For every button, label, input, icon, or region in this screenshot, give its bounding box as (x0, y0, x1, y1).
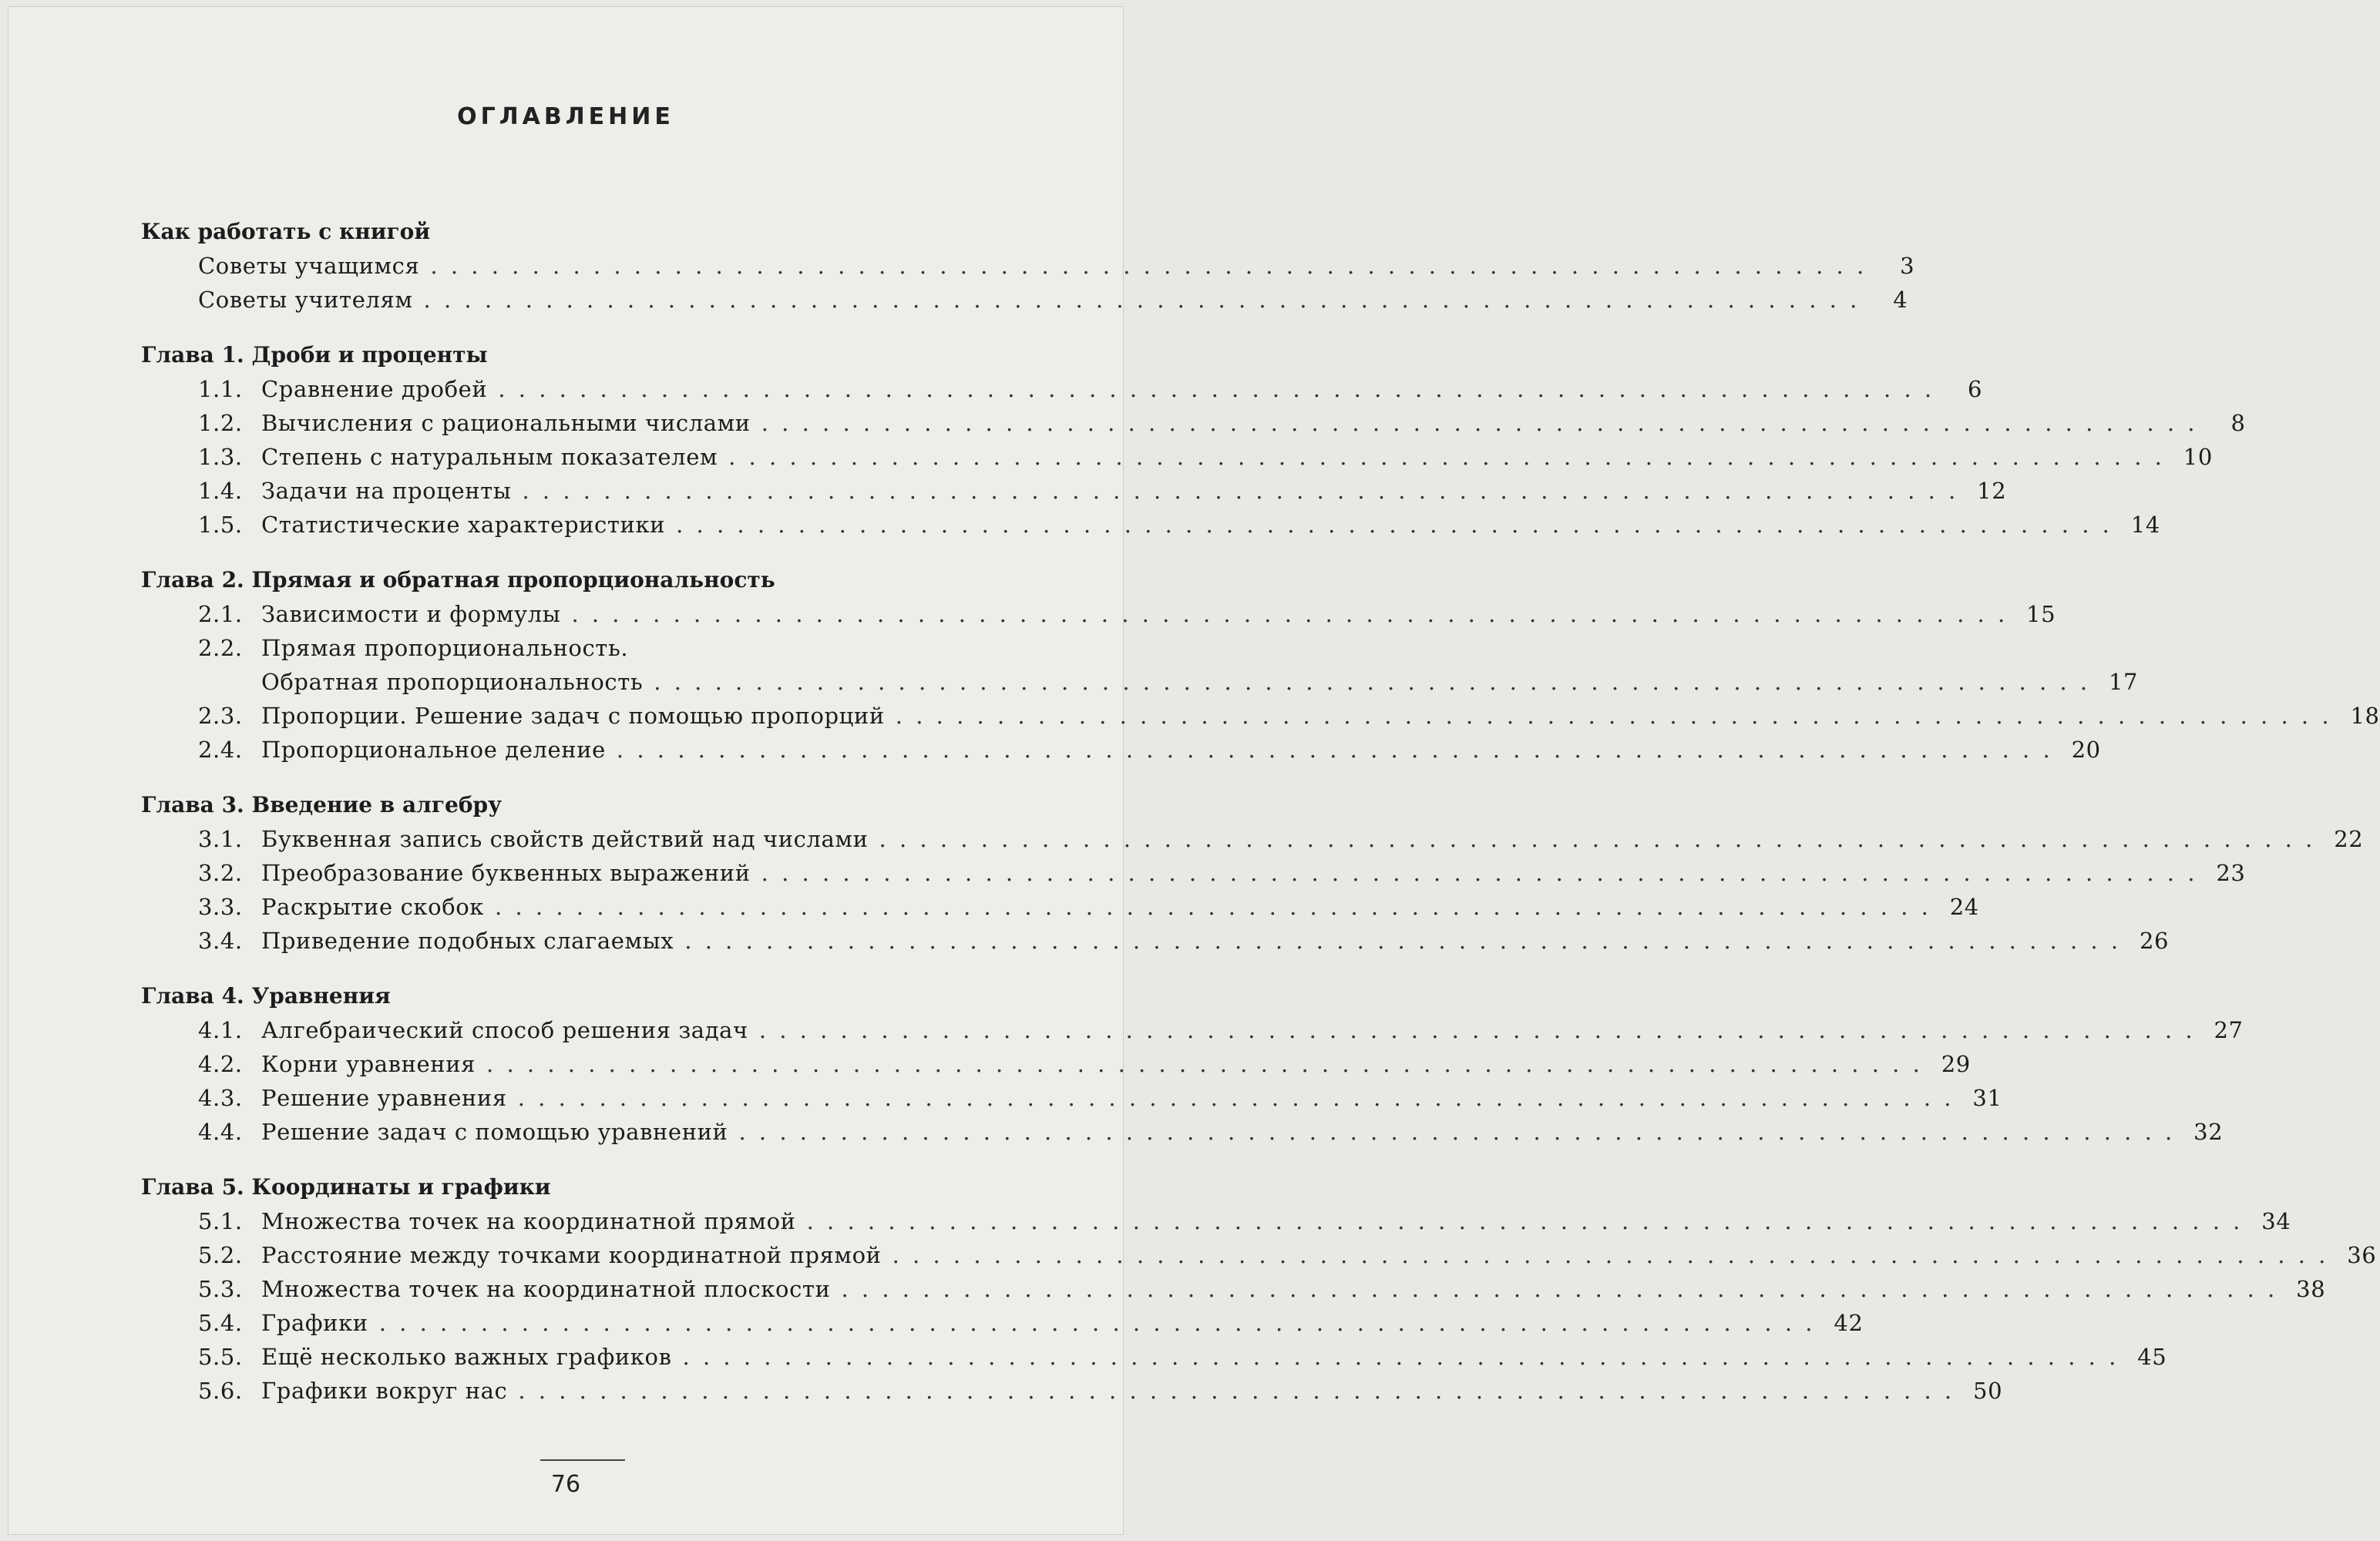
dot-leader: . . . . . . . . . . . . . . . . . . . . . . . . . . . . . . . . . . . . . . . . . . . . . . . . . . . . . . . . . . . . . . . . . . . . . . . (806, 1208, 2244, 1234)
entry-label: Расстояние между точками координатной прямой (261, 1242, 882, 1268)
toc-entry[interactable] (141, 699, 2380, 733)
entry-page-number: 36 (2347, 1242, 2377, 1268)
dot-leader: . . . . . . . . . . . . . . . . . . . . . . . . . . . . . . . . . . . . . . . . . . . . . . . . . . . . . . . . . . . . . . . . . . . . . . . (518, 1378, 1955, 1404)
dot-leader: . . . . . . . . . . . . . . . . . . . . . . . . . . . . . . . . . . . . . . . . . . . . . . . . . . . . . . . . . . . . . . . . . . . . . . . (761, 410, 2198, 436)
entry-page-number: 4 (1893, 287, 1908, 313)
dot-leader: . . . . . . . . . . . . . . . . . . . . . . . . . . . . . . . . . . . . . . . . . . . . . . . . . . . . . . . . . . . . . . . . . . . . . . . (498, 376, 1935, 402)
toc-entry[interactable] (141, 1306, 1864, 1340)
dot-leader: . . . . . . . . . . . . . . . . . . . . . . . . . . . . . . . . . . . . . . . . . . . . . . . . . . . . . . . . . . . . . . . . . . . . . . . (423, 287, 1861, 313)
toc-entry[interactable] (141, 1340, 2167, 1374)
footer-divider (540, 1459, 625, 1461)
entry-page-number: 26 (2139, 928, 2170, 954)
dot-leader: . . . . . . . . . . . . . . . . . . . . . . . . . . . . . . . . . . . . . . . . . . . . . . . . . . . . . . . . . . . . . . . . . . . . . . . (616, 737, 2053, 763)
entry-number: 1.5. (198, 512, 243, 538)
dot-leader: . . . . . . . . . . . . . . . . . . . . . . . . . . . . . . . . . . . . . . . . . . . . . . . . . . . . . . . . . . . . . . . . . . . . . . . (495, 894, 1931, 920)
entry-number: 1.4. (198, 478, 243, 504)
entry-label: Алгебраический способ решения задач (261, 1017, 748, 1043)
section-heading[interactable]: Глава 1. Дроби и проценты (141, 342, 488, 368)
entry-number: 2.2. (198, 635, 243, 661)
entry-page-number: 50 (1973, 1378, 2003, 1404)
entry-number: 1.3. (198, 444, 243, 470)
entry-label: Сравнение дробей (261, 376, 488, 402)
toc-entry[interactable] (141, 1013, 2244, 1047)
entry-page-number: 22 (2334, 826, 2364, 852)
entry-label: Раскрытие скобок (261, 894, 485, 920)
toc-entry[interactable] (141, 924, 2170, 958)
entry-label: Графики (261, 1310, 368, 1336)
dot-leader: . . . . . . . . . . . . . . . . . . . . . . . . . . . . . . . . . . . . . . . . . . . . . . . . . . . . . . . . . . . . . . . . . . . . . . . (879, 826, 2316, 852)
dot-leader: . . . . . . . . . . . . . . . . . . . . . . . . . . . . . . . . . . . . . . . . . . . . . . . . . . . . . . . . . . . . . . . . . . . . . . . (522, 478, 1959, 504)
entry-label: Графики вокруг нас (261, 1378, 508, 1404)
toc-entry[interactable] (141, 1272, 2326, 1306)
entry-page-number: 24 (1949, 894, 1979, 920)
dot-leader: . . . . . . . . . . . . . . . . . . . . . . . . . . . . . . . . . . . . . . . . . . . . . . . . . . . . . . . . . . . . . . . . . . . . . . . (378, 1310, 1816, 1336)
toc-entry[interactable] (141, 372, 1983, 406)
entry-label: Приведение подобных слагаемых (261, 928, 674, 954)
toc-entry[interactable] (141, 890, 1979, 924)
toc-entry[interactable] (141, 665, 2139, 699)
entry-label: Буквенная запись свойств действий над числами (261, 826, 869, 852)
entry-number: 2.3. (198, 703, 243, 729)
entry-number: 2.1. (198, 601, 243, 627)
dot-leader: . . . . . . . . . . . . . . . . . . . . . . . . . . . . . . . . . . . . . . . . . . . . . . . . . . . . . . . . . . . . . . . . . . . . . . . (517, 1085, 1955, 1111)
dot-leader: . . . . . . . . . . . . . . . . . . . . . . . . . . . . . . . . . . . . . . . . . . . . . . . . . . . . . . . . . . . . . . . . . . . . . . . (654, 669, 2091, 695)
entry-page-number: 15 (2026, 601, 2056, 627)
entry-label: Зависимости и формулы (261, 601, 561, 627)
entry-page-number: 23 (2216, 860, 2246, 886)
section-heading[interactable]: Глава 4. Уравнения (141, 983, 391, 1009)
toc-entry[interactable] (141, 856, 2246, 890)
section-heading[interactable]: Глава 5. Координаты и графики (141, 1174, 551, 1200)
toc-entry[interactable] (141, 631, 1063, 665)
section-gap (141, 542, 1063, 563)
entry-number: 3.3. (198, 894, 243, 920)
dot-leader: . . . . . . . . . . . . . . . . . . . . . . . . . . . . . . . . . . . . . . . . . . . . . . . . . . . . . . . . . . . . . . . . . . . . . . . (684, 928, 2122, 954)
toc-entry[interactable] (141, 1081, 2002, 1115)
entry-number: 1.2. (198, 410, 243, 436)
dot-leader: . . . . . . . . . . . . . . . . . . . . . . . . . . . . . . . . . . . . . . . . . . . . . . . . . . . . . . . . . . . . . . . . . . . . . . . (758, 1017, 2196, 1043)
entry-label: Обратная пропорциональность (261, 669, 644, 695)
entry-label: Ещё несколько важных графиков (261, 1344, 672, 1370)
entry-number: 4.3. (198, 1085, 243, 1111)
entry-number: 1.1. (198, 376, 243, 402)
dot-leader: . . . . . . . . . . . . . . . . . . . . . . . . . . . . . . . . . . . . . . . . . . . . . . . . . . . . . . . . . . . . . . . . . . . . . . . (682, 1344, 2119, 1370)
entry-page-number: 17 (2108, 669, 2139, 695)
entry-number: 5.1. (198, 1208, 243, 1234)
page-number: 76 (550, 1471, 581, 1498)
toc-entry[interactable] (141, 249, 1915, 283)
toc-entry[interactable] (141, 1204, 2291, 1238)
entry-number: 3.1. (198, 826, 243, 852)
dot-leader: . . . . . . . . . . . . . . . . . . . . . . . . . . . . . . . . . . . . . . . . . . . . . . . . . . . . . . . . . . . . . . . . . . . . . . . (571, 601, 2009, 627)
section-heading[interactable]: Как работать с книгой (141, 219, 431, 244)
entry-page-number: 10 (2183, 444, 2213, 470)
dot-leader: . . . . . . . . . . . . . . . . . . . . . . . . . . . . . . . . . . . . . . . . . . . . . . . . . . . . . . . . . . . . . . . . . . . . . . . (728, 444, 2165, 470)
entry-page-number: 27 (2214, 1017, 2244, 1043)
dot-leader: . . . . . . . . . . . . . . . . . . . . . . . . . . . . . . . . . . . . . . . . . . . . . . . . . . . . . . . . . . . . . . . . . . . . . . . (676, 512, 2113, 538)
toc-entry[interactable] (141, 508, 2160, 542)
entry-page-number: 12 (1977, 478, 2007, 504)
entry-label: Преобразование буквенных выражений (261, 860, 751, 886)
entry-number: 5.6. (198, 1378, 243, 1404)
entry-label: Пропорциональное деление (261, 737, 606, 763)
toc-entry[interactable] (141, 1238, 2377, 1272)
dot-leader: . . . . . . . . . . . . . . . . . . . . . . . . . . . . . . . . . . . . . . . . . . . . . . . . . . . . . . . . . . . . . . . . . . . . . . . (761, 860, 2198, 886)
entry-number: 5.5. (198, 1344, 243, 1370)
entry-label: Задачи на проценты (261, 478, 512, 504)
entry-label: Вычисления с рациональными числами (261, 410, 751, 436)
entry-page-number: 14 (2130, 512, 2160, 538)
entry-page-number: 18 (2350, 703, 2380, 729)
entry-label: Корни уравнения (261, 1051, 476, 1077)
toc-entry[interactable] (141, 474, 2007, 508)
dot-leader: . . . . . . . . . . . . . . . . . . . . . . . . . . . . . . . . . . . . . . . . . . . . . . . . . . . . . . . . . . . . . . . . . . . . . . . (841, 1276, 2278, 1302)
dot-leader: . . . . . . . . . . . . . . . . . . . . . . . . . . . . . . . . . . . . . . . . . . . . . . . . . . . . . . . . . . . . . . . . . . . . . . . (895, 703, 2332, 729)
table-of-contents (141, 215, 2380, 1408)
entry-label: Пропорции. Решение задач с помощью пропорций (261, 703, 885, 729)
entry-number: 3.4. (198, 928, 243, 954)
entry-page-number: 6 (1968, 376, 1983, 402)
entry-page-number: 31 (1972, 1085, 2002, 1111)
page-title: ОГЛАВЛЕНИЕ (457, 103, 674, 130)
entry-number: 4.1. (198, 1017, 243, 1043)
entry-page-number: 42 (1834, 1310, 1864, 1336)
section-heading[interactable]: Глава 2. Прямая и обратная пропорциональность (141, 567, 775, 593)
entry-page-number: 3 (1900, 253, 1915, 279)
entry-number: 5.4. (198, 1310, 243, 1336)
entry-number: 4.2. (198, 1051, 243, 1077)
entry-page-number: 20 (2071, 737, 2101, 763)
toc-entry[interactable] (141, 440, 2213, 474)
entry-number: 4.4. (198, 1119, 243, 1145)
dot-leader: . . . . . . . . . . . . . . . . . . . . . . . . . . . . . . . . . . . . . . . . . . . . . . . . . . . . . . . . . . . . . . . . . . . . . . . (738, 1119, 2176, 1145)
dot-leader: . . . . . . . . . . . . . . . . . . . . . . . . . . . . . . . . . . . . . . . . . . . . . . . . . . . . . . . . . . . . . . . . . . . . . . . (430, 253, 1867, 279)
entry-label: Решение уравнения (261, 1085, 507, 1111)
toc-entry[interactable] (141, 733, 2101, 767)
entry-number: 3.2. (198, 860, 243, 886)
section-gap (141, 958, 1063, 979)
entry-label: Степень с натуральным показателем (261, 444, 718, 470)
entry-label: Прямая пропорциональность. (261, 635, 629, 661)
toc-entry[interactable] (141, 597, 2056, 631)
section-gap (141, 317, 1063, 338)
entry-number: 2.4. (198, 737, 243, 763)
entry-page-number: 38 (2296, 1276, 2326, 1302)
toc-entry[interactable] (141, 283, 1908, 317)
toc-entry[interactable] (141, 1374, 2003, 1408)
entry-number: 5.3. (198, 1276, 243, 1302)
entry-label: Советы учащимся (198, 253, 420, 279)
entry-page-number: 29 (1941, 1051, 1971, 1077)
entry-page-number: 32 (2193, 1119, 2224, 1145)
entry-label: Решение задач с помощью уравнений (261, 1119, 728, 1145)
entry-label: Множества точек на координатной плоскости (261, 1276, 831, 1302)
entry-label: Множества точек на координатной прямой (261, 1208, 796, 1234)
entry-page-number: 34 (2261, 1208, 2291, 1234)
toc-entry[interactable] (141, 1047, 1971, 1081)
toc-entry[interactable] (141, 406, 2246, 440)
dot-leader: . . . . . . . . . . . . . . . . . . . . . . . . . . . . . . . . . . . . . . . . . . . . . . . . . . . . . . . . . . . . . . . . . . . . . . . (486, 1051, 1923, 1077)
book-page (8, 6, 2380, 1535)
toc-entry[interactable] (141, 822, 2364, 856)
entry-label: Советы учителям (198, 287, 413, 313)
toc-entry[interactable] (141, 1115, 2224, 1149)
entry-label: Статистические характеристики (261, 512, 666, 538)
entry-page-number: 45 (2137, 1344, 2167, 1370)
entry-number: 5.2. (198, 1242, 243, 1268)
section-gap (141, 767, 1063, 788)
dot-leader: . . . . . . . . . . . . . . . . . . . . . . . . . . . . . . . . . . . . . . . . . . . . . . . . . . . . . . . . . . . . . . . . . . . . . . . (892, 1242, 2329, 1268)
section-heading[interactable]: Глава 3. Введение в алгебру (141, 792, 503, 818)
entry-page-number: 8 (2230, 410, 2246, 436)
section-gap (141, 1149, 1063, 1170)
